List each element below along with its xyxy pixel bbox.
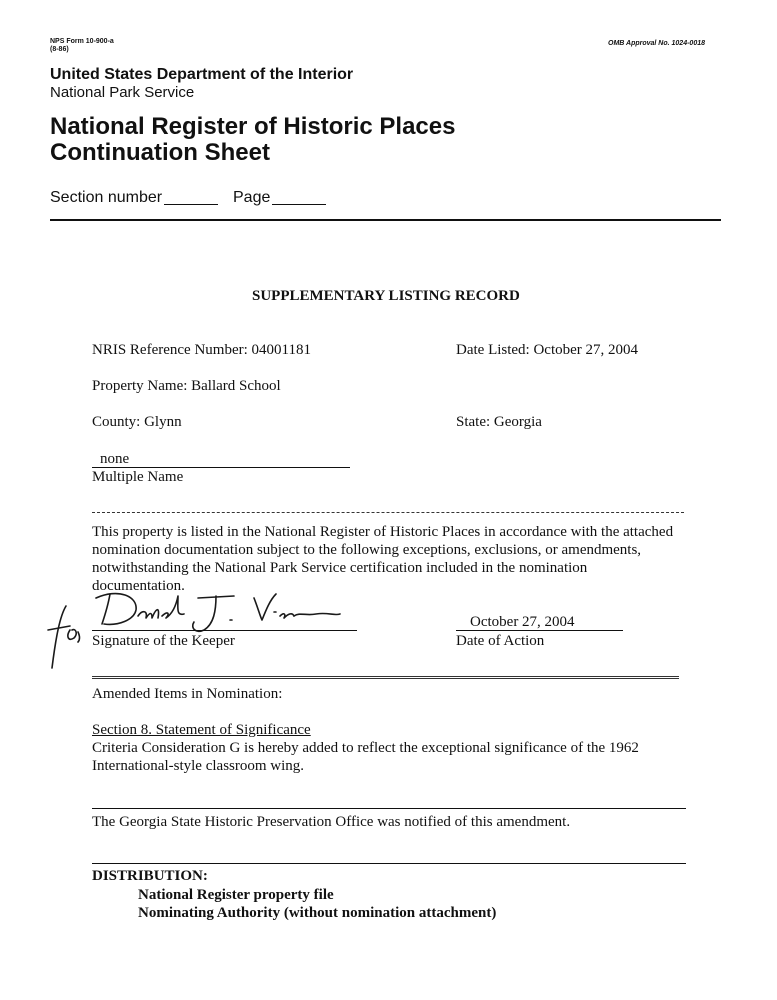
page-blank (272, 204, 326, 205)
statement-line-1: This property is listed in the National Register of Historic Places in accordance with the attached (92, 524, 674, 540)
section-number-label: Section number (50, 189, 163, 206)
multiple-name-label: Multiple Name (92, 469, 184, 485)
multiple-name-value: none (100, 451, 130, 467)
section-number-blank (164, 204, 218, 205)
multiple-name-underline (92, 467, 350, 468)
distribution-item: Nominating Authority (without nomination attachment) (138, 905, 497, 921)
page-subtitle: Continuation Sheet (50, 139, 270, 166)
double-divider (92, 676, 679, 679)
county: County: Glynn (92, 414, 182, 430)
omb-approval: OMB Approval No. 1024-0018 (608, 40, 705, 47)
header-divider (50, 219, 721, 221)
nris-reference: NRIS Reference Number: 04001181 (92, 342, 311, 358)
statement-line-2: nomination documentation subject to the following exceptions, exclusions, or amendments, (92, 542, 642, 558)
amended-heading: Amended Items in Nomination: (92, 686, 283, 702)
record-heading: SUPPLEMENTARY LISTING RECORD (252, 288, 520, 304)
date-listed: Date Listed: October 27, 2004 (456, 342, 639, 358)
amendment-line-2: International-style classroom wing. (92, 758, 305, 774)
distribution-item: National Register property file (138, 887, 334, 903)
page-label: Page (233, 189, 271, 206)
action-date-line (456, 630, 623, 631)
department-name: United States Department of the Interior (50, 66, 354, 83)
section-8-heading: Section 8. Statement of Significance (92, 722, 311, 738)
property-name: Property Name: Ballard School (92, 378, 281, 394)
form-number: NPS Form 10-900-a (50, 38, 114, 45)
distribution-divider (92, 863, 686, 864)
amendment-line-1: Criteria Consideration G is hereby added to reflect the exceptional significance of the 1962 (92, 740, 639, 756)
action-date: October 27, 2004 (470, 614, 575, 630)
page-title: National Register of Historic Places (50, 113, 456, 140)
distribution-heading: DISTRIBUTION: (92, 868, 208, 884)
form-date: (8-86) (50, 46, 69, 53)
action-label: Date of Action (456, 633, 545, 649)
service-name: National Park Service (50, 84, 195, 101)
statement-line-4: documentation. (92, 578, 185, 594)
signature-label: Signature of the Keeper (92, 633, 235, 649)
state: State: Georgia (456, 414, 542, 430)
notified-divider (92, 808, 686, 809)
keeper-signature (38, 586, 348, 676)
statement-line-3: notwithstanding the National Park Service certification included in the nomination (92, 560, 588, 576)
dashed-divider (92, 512, 684, 513)
signature-line (92, 630, 357, 631)
notified-text: The Georgia State Historic Preservation Office was notified of this amendment. (92, 814, 571, 830)
